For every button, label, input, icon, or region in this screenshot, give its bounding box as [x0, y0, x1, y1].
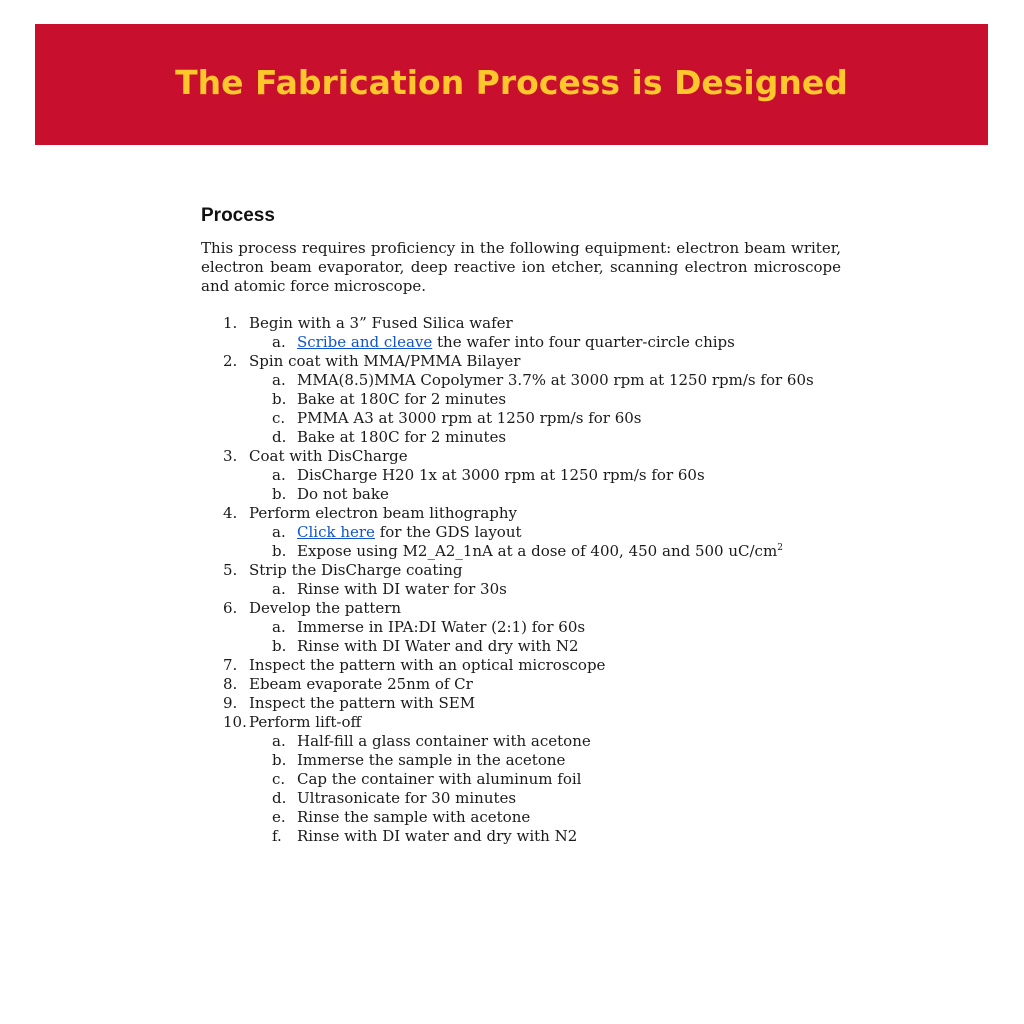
intro-paragraph: This process requires proficiency in the following equipment: electron beam writer, electron beam evaporator, deep reactive ion etcher, scanning electron microscope and atomic force microscope. — [201, 239, 841, 295]
step-number: 9. — [223, 694, 238, 712]
step-text: Perform electron beam lithography — [249, 504, 518, 522]
sub-step-letter: e. — [272, 808, 286, 826]
sub-step-body — [297, 770, 581, 789]
sub-step-body — [297, 409, 642, 428]
content-area — [201, 203, 841, 846]
sub-step-text: Rinse with DI water and dry with N2 — [297, 827, 578, 845]
process-step — [201, 447, 841, 504]
sub-step-link[interactable]: Click here — [297, 523, 375, 541]
sub-step-body — [297, 371, 814, 390]
sub-step-text: DisCharge H20 1x at 3000 rpm at 1250 rpm/s for 60s — [297, 466, 705, 484]
step-number: 7. — [223, 656, 238, 674]
step-row — [201, 352, 841, 371]
sub-step-text: Rinse with DI water for 30s — [297, 580, 507, 598]
step-text: Spin coat with MMA/PMMA Bilayer — [249, 352, 521, 370]
sub-step-body — [297, 808, 530, 827]
sub-step-letter: f. — [272, 827, 282, 845]
sub-step-body — [297, 542, 783, 561]
process-step — [201, 599, 841, 656]
step-row — [201, 504, 841, 523]
sub-step-letter: b. — [272, 542, 287, 560]
sub-step-list — [201, 371, 841, 447]
process-step — [201, 561, 841, 599]
sub-step-text: Rinse the sample with acetone — [297, 808, 531, 826]
sub-step-text: the wafer into four quarter-circle chips — [432, 333, 735, 351]
sub-step-text: Bake at 180C for 2 minutes — [297, 428, 507, 446]
sub-step-list — [201, 732, 841, 846]
sub-step — [201, 542, 841, 561]
sub-step-text: MMA(8.5)MMA Copolymer 3.7% at 3000 rpm at 1250 rpm/s for 60s — [297, 371, 814, 389]
page-title: The Fabrication Process is Designed — [175, 63, 848, 102]
step-row — [201, 694, 841, 713]
sub-step-text: Immerse the sample in the acetone — [297, 751, 566, 769]
sub-step-body — [297, 618, 585, 637]
sub-step-body — [297, 428, 506, 447]
sub-step-letter: c. — [272, 409, 286, 427]
sub-step-letter: a. — [272, 618, 286, 636]
step-text: Perform lift-off — [249, 713, 362, 731]
process-step — [201, 713, 841, 846]
sub-step-letter: d. — [272, 789, 287, 807]
sub-step-body — [297, 523, 522, 542]
step-row — [201, 561, 841, 580]
sub-step-list — [201, 580, 841, 599]
sub-step — [201, 333, 841, 352]
step-row — [201, 656, 841, 675]
process-step — [201, 694, 841, 713]
sub-step-body — [297, 333, 735, 352]
step-number: 5. — [223, 561, 238, 579]
sub-step — [201, 523, 841, 542]
process-step — [201, 656, 841, 675]
step-text: Develop the pattern — [249, 599, 402, 617]
sub-step-letter: b. — [272, 390, 287, 408]
step-row — [201, 675, 841, 694]
step-text: Inspect the pattern with SEM — [249, 694, 476, 712]
step-text: Begin with a 3” Fused Silica wafer — [249, 314, 513, 332]
step-text: Coat with DisCharge — [249, 447, 408, 465]
sub-step-letter: d. — [272, 428, 287, 446]
sub-step-list — [201, 618, 841, 656]
sub-step-letter: a. — [272, 732, 286, 750]
sub-step — [201, 466, 841, 485]
sub-step-letter: c. — [272, 770, 286, 788]
sub-step-letter: b. — [272, 637, 287, 655]
process-step — [201, 504, 841, 561]
sub-step — [201, 827, 841, 846]
sub-step — [201, 770, 841, 789]
sub-step-list — [201, 333, 841, 352]
sub-step — [201, 409, 841, 428]
sub-step-text: for the GDS layout — [374, 523, 522, 541]
title-banner — [35, 24, 988, 145]
sub-step-list — [201, 466, 841, 504]
sub-step-body — [297, 751, 565, 770]
sub-step-letter: a. — [272, 523, 286, 541]
sub-step-list — [201, 523, 841, 561]
sub-step — [201, 428, 841, 447]
step-row — [201, 713, 841, 732]
step-number: 3. — [223, 447, 238, 465]
sub-step — [201, 789, 841, 808]
sub-step-text: Rinse with DI Water and dry with N2 — [297, 637, 579, 655]
sub-step-letter: b. — [272, 751, 287, 769]
sub-step — [201, 808, 841, 827]
process-step — [201, 314, 841, 352]
process-steps-list — [201, 314, 841, 846]
sub-step-body — [297, 789, 516, 808]
sub-step-text: Half-fill a glass container with acetone — [297, 732, 591, 750]
sub-step-text: Expose using M2_A2_1nA at a dose of 400, 450 and 500 uC/cm — [297, 542, 778, 560]
step-row — [201, 447, 841, 466]
sub-step — [201, 485, 841, 504]
step-number: 1. — [223, 314, 238, 332]
step-number: 6. — [223, 599, 238, 617]
step-number: 2. — [223, 352, 238, 370]
sub-step — [201, 371, 841, 390]
sub-step-body — [297, 485, 389, 504]
sub-step-text: Ultrasonicate for 30 minutes — [297, 789, 517, 807]
sub-step — [201, 618, 841, 637]
sub-step-letter: a. — [272, 580, 286, 598]
sub-step-body — [297, 390, 506, 409]
process-step — [201, 675, 841, 694]
sub-step-text: Bake at 180C for 2 minutes — [297, 390, 507, 408]
sub-step — [201, 390, 841, 409]
sub-step-text: PMMA A3 at 3000 rpm at 1250 rpm/s for 60s — [297, 409, 642, 427]
step-number: 4. — [223, 504, 238, 522]
sub-step-body — [297, 580, 507, 599]
sub-step — [201, 732, 841, 751]
step-text: Ebeam evaporate 25nm of Cr — [249, 675, 473, 693]
sub-step-link[interactable]: Scribe and cleave — [297, 333, 433, 351]
sub-step-body — [297, 827, 577, 846]
step-text: Strip the DisCharge coating — [249, 561, 463, 579]
step-text: Inspect the pattern with an optical microscope — [249, 656, 606, 674]
sub-step-body — [297, 466, 705, 485]
step-number: 10. — [223, 713, 247, 731]
sub-step — [201, 751, 841, 770]
step-row — [201, 314, 841, 333]
sub-step-text: Cap the container with aluminum foil — [297, 770, 582, 788]
step-number: 8. — [223, 675, 238, 693]
sub-step-body — [297, 732, 591, 751]
sub-step-text: Do not bake — [297, 485, 389, 503]
sub-step-letter: a. — [272, 466, 286, 484]
sub-step-text: Immerse in IPA:DI Water (2:1) for 60s — [297, 618, 586, 636]
sub-step-letter: a. — [272, 333, 286, 351]
process-step — [201, 352, 841, 447]
sub-step-letter: b. — [272, 485, 287, 503]
sub-step-body — [297, 637, 579, 656]
sub-step-letter: a. — [272, 371, 286, 389]
superscript: 2 — [777, 543, 783, 553]
sub-step — [201, 637, 841, 656]
sub-step — [201, 580, 841, 599]
section-heading: Process — [201, 205, 275, 226]
step-row — [201, 599, 841, 618]
